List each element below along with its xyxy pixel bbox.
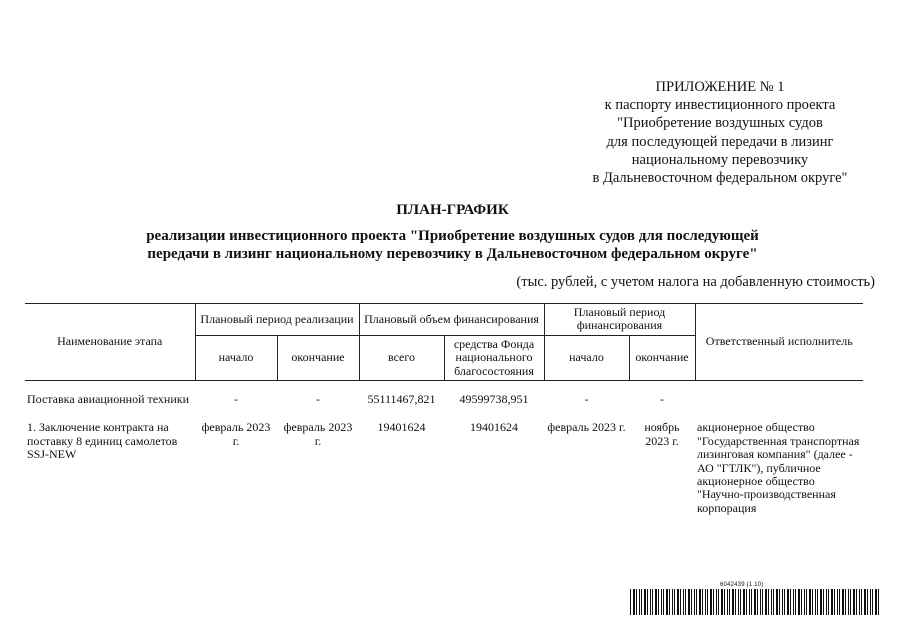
barcode (630, 589, 880, 615)
appendix-line: в Дальневосточном федеральном округе" (592, 170, 848, 187)
cell-fin-end: - (660, 392, 664, 407)
document-title: ПЛАН-ГРАФИК (396, 202, 509, 218)
header-total: всего (359, 335, 444, 380)
header-stage-name: Наименование этапа (25, 304, 195, 381)
appendix-line: ПРИЛОЖЕНИЕ № 1 (655, 79, 785, 95)
cell-fin-end: ноябрь 2023 г. (644, 420, 680, 448)
schedule-table (25, 303, 863, 515)
subtitle-line: реализации инвестиционного проекта "Приобретение воздушных судов для последующей (146, 228, 759, 244)
document-code: 6042439 (1.10) (720, 582, 764, 588)
cell-end: - (316, 392, 320, 407)
cell-fund: 19401624 (470, 420, 518, 435)
cell-total: 55111467,821 (367, 392, 436, 407)
header-end: окончание (277, 335, 359, 380)
subtitle-line: передачи в лизинг национальному перевозчику в Дальневосточном федеральном округе" (147, 246, 758, 262)
header-start: начало (195, 335, 277, 380)
cell-name: Поставка авиационной техники (27, 392, 190, 407)
header-planned-period: Плановый период реализации (195, 304, 359, 336)
header-funding-period: Плановый период финансирования (544, 304, 695, 336)
appendix-line: "Приобретение воздушных судов (617, 115, 823, 132)
cell-fund: 49599738,951 (459, 392, 529, 407)
table-row (25, 421, 863, 515)
appendix-block (560, 78, 880, 187)
cell-start: февраль 2023 г. (201, 420, 271, 448)
cell-fin-start: февраль 2023 г. (547, 420, 626, 435)
cell-total: 19401624 (377, 420, 426, 435)
appendix-line: национальному перевозчику (631, 151, 809, 168)
appendix-line: к паспорту инвестиционного проекта (604, 97, 836, 114)
header-fin-end: окончание (629, 335, 695, 380)
units-note: (тыс. рублей, с учетом налога на добавленную стоимость) (516, 274, 875, 290)
cell-fin-start: - (584, 392, 589, 407)
header-responsible: Ответственный исполнитель (695, 304, 863, 381)
table-row (25, 393, 863, 406)
document-subtitle (0, 227, 905, 263)
cell-responsible (695, 393, 863, 406)
cell-responsible: акционерное общество "Государственная транспортная лизинговая компания" (далее - АО "ГТЛК"), публичное акционерное общество "Научно-производственная корпорация (697, 420, 860, 515)
appendix-line: для последующей передачи в лизинг (606, 133, 834, 150)
header-funding-volume: Плановый объем финансирования (359, 304, 544, 336)
cell-name: 1. Заключение контракта на поставку 8 единиц самолетов SSJ-NEW (27, 420, 178, 462)
cell-start: - (234, 392, 238, 407)
cell-end: февраль 2023 г. (283, 420, 353, 448)
header-fin-start: начало (544, 335, 629, 380)
header-fund: средства Фонда национального благосостояния (444, 335, 544, 380)
